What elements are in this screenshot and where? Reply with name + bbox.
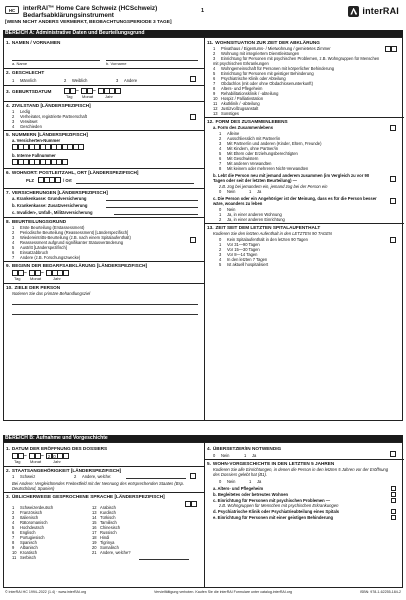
- b3-language-option-14[interactable]: 14 Türkisch: [92, 515, 116, 520]
- b3-language-option-21[interactable]: 21 Andere, welche?: [92, 550, 131, 555]
- a10-field-line-1[interactable]: [12, 304, 198, 305]
- a1-vorname-caption: b. Vorname: [106, 61, 127, 66]
- b5-c-code-box[interactable]: [391, 498, 396, 503]
- a13-option-1[interactable]: 1 Vor 31—90 Tagen: [219, 242, 260, 247]
- b3-language-option-12[interactable]: 12 Arabisch: [92, 505, 116, 510]
- a11-code-boxes[interactable]: [385, 46, 396, 52]
- b4-option-0[interactable]: 0 Nein: [213, 453, 230, 458]
- a4-code-box[interactable]: [190, 114, 196, 120]
- b3-language-option-6[interactable]: 6 Englisch: [12, 530, 36, 535]
- a12-b-label: b. Lebt die Person neu mit jemand anderem zusammen (im Vergleich zu vor 90 Tagen oder seit der letzten Beurteilung) —: [213, 173, 370, 184]
- a12-option-8[interactable]: 8 Mit keinem oder mehreren Nicht-Verwandten: [219, 166, 309, 171]
- a12-option-2[interactable]: 2 Ausschliesslich mit Partner/in: [219, 136, 281, 141]
- a8-option-6[interactable]: 6 Einsatzabbruch: [12, 250, 49, 255]
- a11-option-7[interactable]: 7 Obdachlos (mit oder ohne Obdachlosenunterkunft): [213, 81, 313, 86]
- a8-option-5[interactable]: 5 Austritt [Länderspezifisch]: [12, 245, 67, 250]
- a6-plz-label: PLZ: [26, 178, 34, 183]
- b3-code-boxes[interactable]: [185, 501, 196, 507]
- form-title: interRAI™ Home Care Schweiz (HCSchweiz): [23, 5, 158, 12]
- a3-jahr-caption: Jahr: [105, 94, 113, 99]
- b3-language-option-13[interactable]: 13 Kurdisch: [92, 510, 116, 515]
- a12-a-label: a. Form des Zusammenlebens: [213, 125, 274, 130]
- a3-monat-caption: Monat: [82, 94, 94, 99]
- b3-language-option-7[interactable]: 7 Portugiesisch: [12, 535, 45, 540]
- b5-a-code-box[interactable]: [391, 486, 396, 491]
- a11-option-9[interactable]: 9 Rehabilitationsklinik / -abteilung: [213, 91, 279, 96]
- section-b-title: BEREICH B: Aufnahme und Vorgeschichte: [3, 435, 403, 442]
- b3-language-option-2[interactable]: 2 Französisch: [12, 510, 43, 515]
- a12-c-code-box[interactable]: [390, 198, 396, 204]
- a11-option-13[interactable]: 13 Sonstiges: [213, 111, 239, 116]
- b2-note: Bei Andere: Vergleichtendes Freitextfeld mit der Nennung des entsprechenden Staates (Bsp. Deutschland, Spanien): [12, 481, 185, 492]
- a12-c-option-0[interactable]: 0 Nein: [219, 207, 236, 212]
- a12-option-6[interactable]: 6 Mit Geschwistern: [219, 156, 259, 161]
- column-divider: [204, 38, 205, 420]
- a2-option-1[interactable]: 1 Männlich: [12, 78, 37, 83]
- section-b-frame: 1. DATUM DER ERÖFFNUNG DES DOSSIERS – – 2 0 Tag Monat Jahr 2. STAATSANGEHÖRIGKEIT [LÄNDERSPEZIFISCH] 1 Schweiz 2 Andere, welche: Bei Andere: Vergleichtendes Freitextfeld mit der Nennung des entsprechenden Staates (Bsp. Deutschland, Spanien) 3. ÜBLICHERWEISE GESPROCHENE SPRACHE [LÄNDERSPEZIFISCH] 1 Schweizerdeutsch 2 Französisch 3 Italienisch 4 Rätoromanisch 5 Hochdeutsch 6 Englisch 7 Portugiesisch 8 Spanisch 9 Albanisch 10 Kroatisch 11 Serbisch 12 Arabisch 13 Kurdisch 14 Türkisch 15 Tamilisch 16 Chinesisch 17 Russisch 18 Hindi 19 Tigrinya 20 Somalisch 21 Andere, welche? 4. ÜBERSETZER/IN NOTWENDIG 0 Nein 1 Ja 5. WOHN-VORGESCHICHTE IN DEN LETZTEN 5 JAHREN Kodieren Sie alle Einrichtungen, in denen die Person in den letzten 5 Jahren vor der Eröffnung des Dossiers gelebt hat (B1). 0 Nein 1 Ja a. Alters- und Pflegeheim b. Begleitetes oder betreutes Wohnen c. Einrichtung für Personen mit psychischen Problemen — z.B. Wohngruppen für Menschen mit psychischen Erkrankungen d. Psychiatrische Klinik oder Psychiatrieabteilung eines Spitals e. Einrichtung für Personen mit einer geistigen Behinderung: [3, 442, 403, 588]
- a11-option-2[interactable]: 2 Wohnung mit integriertem Dienstleistungen: [213, 51, 300, 56]
- b3-language-option-11[interactable]: 11 Serbisch: [12, 555, 36, 560]
- a4-question: 4. ZIVILSTAND [LÄNDERSPEZIFISCH]: [6, 103, 91, 108]
- b4-option-1[interactable]: 1 Ja: [244, 453, 257, 458]
- a11-option-8[interactable]: 8 Alters- und Pflegeheim: [213, 86, 263, 91]
- hc-badge: HC: [5, 6, 19, 14]
- a8-option-7[interactable]: 7 Andere (z.B. Forschungszwecke): [12, 255, 81, 260]
- a12-option-4[interactable]: 4 Mit Kindern, ohne Partner/in: [219, 146, 278, 151]
- a13-option-5[interactable]: 5 Ist aktuell hospitalisiert: [219, 262, 269, 267]
- a10-question: 10. ZIELE DER PERSON: [6, 285, 61, 290]
- a11-option-10[interactable]: 10 Hospiz / Palliativstation: [213, 96, 264, 101]
- b5-d-code-box[interactable]: [391, 509, 396, 514]
- b5-question: 5. WOHN-VORGESCHICHTE IN DEN LETZTEN 5 JAHREN: [207, 461, 335, 466]
- a12-question: 12. FORM DES ZUSAMMENLEBENS: [207, 119, 288, 124]
- a13-code-box[interactable]: [390, 237, 396, 243]
- a7-a-field[interactable]: [106, 200, 198, 201]
- a12-c-label: c. Die Person oder ein Angehöriger ist der Meinung, dass es für die Person besser wäre, woanders zu leben: [213, 196, 377, 207]
- b5-b-label: b. Begleitetes oder betreutes Wohnen: [213, 492, 289, 497]
- a12-option-3[interactable]: 3 Mit Partner/in und anderen (Kinder, Eltern, Freunde): [219, 141, 322, 146]
- b1-year-boxes[interactable]: 2 0: [46, 453, 68, 459]
- a9-question: 9. BEGINN DER BEDARFSABKLÄRUNG [LÄNDERSPEZIFISCH]: [6, 263, 148, 268]
- a7-question: 7. VERSICHERUNGEN [LÄNDERSPEZIFISCH]: [6, 190, 108, 195]
- form-subtitle: Bedarfsabklärungsinstrument: [23, 12, 114, 19]
- a13-note: Kodieren Sie den letzten Aufenthalt in den LETZTEN 90 TAGEN: [213, 231, 332, 236]
- b5-d-label: d. Psychiatrische Klinik oder Psychiatrieabteilung eines Spitals: [213, 509, 340, 514]
- a13-option-3[interactable]: 3 Vor 8—14 Tagen: [219, 252, 258, 257]
- logo-text: interRAI: [362, 5, 399, 16]
- b2-other-field[interactable]: [126, 478, 186, 479]
- footer-copyright: © interRAI HC 1994–2022 (1.4) · www.interRAI.org: [5, 590, 87, 594]
- a4-option-4[interactable]: 4 Geschieden: [12, 124, 42, 129]
- interrai-logo-icon: [348, 6, 359, 17]
- a8-option-1[interactable]: 1 Erste Beurteilung (Erstassessment): [12, 225, 85, 230]
- a12-option-7[interactable]: 7 Mit anderen Verwandten: [219, 161, 272, 166]
- a13-question: 13. ZEIT SEIT DEM LETZTEN SPITALAUFENTHALT: [207, 225, 321, 230]
- b3-language-option-9[interactable]: 9 Albanisch: [12, 545, 38, 550]
- a11-option-5[interactable]: 5 Einrichtung für Personen mit geistiger Behinderung: [213, 71, 314, 76]
- a13-option-2[interactable]: 2 Vor 15—30 Tagen: [219, 247, 260, 252]
- b3-language-option-18[interactable]: 18 Hindi: [92, 535, 110, 540]
- b5-a-label: a. Alters- und Pflegeheim: [213, 486, 264, 491]
- footer-notice: Vervielfältigung verboten. Kaufen Sie die interRAI Formulare unter catalog.interRAI.org: [153, 590, 293, 594]
- b3-language-option-8[interactable]: 8 Spanisch: [12, 540, 37, 545]
- b4-code-box[interactable]: [390, 451, 396, 457]
- b3-language-option-5[interactable]: 5 Hochdeutsch: [12, 525, 44, 530]
- a4-option-2[interactable]: 2 Verheiratet, registrierte Partnerschaft: [12, 114, 87, 119]
- page-number: 1: [201, 8, 205, 14]
- a12-b-option-0[interactable]: 0 Nein: [219, 189, 236, 194]
- b1-jahr-caption: Jahr: [53, 459, 61, 464]
- a13-option-0[interactable]: 0 Kein Spitalaufenthalt in den letzten 90 Tagen: [219, 237, 308, 242]
- section-a-frame: 1. NAMEN / VORNAMEN a. Name b. Vorname 2. GESCHLECHT 1 Männlich 2 Weiblich 3 Andere 3. GEBURTSDATUM – – Tag Monat Jahr 4. ZIVILSTAND [LÄNDERSPEZIFISCH] 1 Ledig 2 Verheiratet, registrierte Partnerschaft 3 Verwitwet 4 Geschieden 5. NUMMERN [LÄNDERSPEZIFISCH] a. Versicherten-Nummer b. Interne Fallnummer 6. WOHNORT: POSTLEITZAHL, ORT [LÄNDERSPEZIFISCH] PLZ / Ort 7. VERSICHERUNGEN [LÄNDERSPEZIFISCH] a. Krankenkasse: Grundversicherung b. Krankenkasse: Zusatzversicherung c. Invaliden-, Unfall-, Militärversicherung 8. BEURTEILUNGSGRUND 1 Erste Beurteilung (Erstassessment) 2 Periodische Beurteilung (Reassessment) [Länderspezifisch] 3 Wiedereintritts-Beurteilung (z.B. nach einem Spitalaufenthalt) 4 Reassessment aufgrund signifikanter Statusveränderung 5 Austritt [Länderspezifisch] 6 Einsatzabbruch 7 Andere (z.B. Forschungszwecke) 9. BEGINN DER BEDARFSABKLÄRUNG [LÄNDERSPEZIFISCH] – – Tag Monat Jahr 10. ZIELE DER PERSON Notieren Sie das primäre Behandlungsziel 11. WOHNSITUATION ZUR ZEIT DER ABKLÄRUNG 1 Privathaus / Eigentums- / Mietwohnung / gemietetes Zimmer 2 Wohnung mit integriertem Dienstleistungen 3 Einrichtung für Personen mit psychischen Problemen, z.B. Wohngruppen für Menschen mit psychischen Erkrankungen 4 Wohngemeinschaft für Personen mit körperlicher Behinderung 5 Einrichtung für Personen mit geistiger Behinderung 6 Psychiatrische Klinik oder Abteilung 7 Obdachlos (mit oder ohne Obdachlosenunterkunft) 8 Alters- und Pflegeheim 9 Rehabilitationsklinik / -abteilung 10 Hospiz / Palliativstation 11 Akutklinik / -abteilung 12 Justizvollzugsanstalt 13 Sonstiges 12. FORM DES ZUSAMMENLEBENS a. Form des Zusammenlebens 1 Alleine 2 Ausschliesslich mit Partner/in 3 Mit Partner/in und anderen (Kinder, Eltern, Freunde) 4 Mit Kindern, ohne Partner/in 5 Mit Eltern oder Erziehungsberechtigten 6 Mit Geschwistern 7 Mit anderen Verwandten 8 Mit keinem oder mehreren Nicht-Verwandten b. Lebt die Person neu mit jemand anderem zusammen (im Vergleich zu vor 90 Tagen oder seit der letzten Beurteilung) — z.B. zog bei jemandem ein, jemand zog bei der Person ein 0 Nein 1 Ja c. Die Person oder ein Angehöriger ist der Meinung, dass es für die Person besser wäre, woanders zu leben 0 Nein 1 Ja, in einer anderen Wohnung 2 Ja, in einer anderen Einrichtung 13. ZEIT SEIT DEM LETZTEN SPITALAUFENTHALT Kodieren Sie den letzten Aufenthalt in den LETZTEN 90 TAGEN 0 Kein Spitalaufenthalt in den letzten 90 Tagen 1 Vor 31—90 Tagen 2 Vor 15—30 Tagen 3 Vor 8—14 Tagen 4 In den letzten 7 Tagen 5 Ist aktuell hospitalisiert: [3, 37, 403, 421]
- b5-c-label: c. Einrichtung für Personen mit psychischen Problemen —: [213, 498, 331, 503]
- a11-question: 11. WOHNSITUATION ZUR ZEIT DER ABKLÄRUNG: [207, 40, 320, 45]
- b3-language-option-17[interactable]: 17 Russisch: [92, 530, 117, 535]
- a6-ort-field[interactable]: [76, 183, 194, 184]
- a11-option-12[interactable]: 12 Justizvollzugsanstalt: [213, 106, 259, 111]
- b3-language-option-16[interactable]: 16 Chinesisch: [92, 525, 121, 530]
- b5-note: Kodieren Sie alle Einrichtungen, in denen die Person in den letzten 5 Jahren vor der Eröffnung des Dossiers gelebt hat (B1).: [213, 467, 389, 478]
- b5-scale-0: 0 Nein: [219, 479, 236, 484]
- a9-jahr-caption: Jahr: [53, 276, 61, 281]
- a1-name-caption: a. Name: [12, 61, 28, 66]
- a12-b-note: z.B. zog bei jemandem ein, jemand zog bei der Person ein: [219, 184, 328, 189]
- form-footer: [3, 590, 403, 597]
- a4-option-3[interactable]: 3 Verwitwet: [12, 119, 38, 124]
- b2-option-1[interactable]: 1 Schweiz: [12, 474, 36, 479]
- a8-option-3[interactable]: 3 Wiedereintritts-Beurteilung (z.B. nach einem Spitalaufenthalt): [12, 235, 131, 240]
- b1-tag-caption: Tag: [14, 459, 21, 464]
- a11-option-1[interactable]: 1 Privathaus / Eigentums- / Mietwohnung / gemietetes Zimmer: [213, 46, 331, 51]
- a5-question: 5. NUMMERN [LÄNDERSPEZIFISCH]: [6, 132, 88, 137]
- b1-question: 1. DATUM DER ERÖFFNUNG DES DOSSIERS: [6, 446, 108, 451]
- a5-b-label: b. Interne Fallnummer: [12, 153, 56, 158]
- a12-c-option-2[interactable]: 2 Ja, in einer anderen Einrichtung: [219, 217, 285, 222]
- a8-option-4[interactable]: 4 Reassessment aufgrund signifikanter Statusveränderung: [12, 240, 124, 245]
- section-a-title: BEREICH A: Administrative Daten und Beurteilungsgrund: [3, 30, 403, 37]
- a12-b-code-box[interactable]: [390, 176, 396, 182]
- b5-c-note: z.B. Wohngruppen für Menschen mit psychischen Erkrankungen: [219, 503, 339, 508]
- a11-option-3[interactable]: 3 Einrichtung für Personen mit psychischen Problemen, z.B. Wohngruppen für Menschen mit psychischen Erkrankungen: [213, 56, 380, 66]
- a2-option-3[interactable]: 3 Andere: [116, 78, 138, 83]
- b3-other-field[interactable]: [139, 559, 189, 560]
- form-header: [3, 3, 403, 29]
- a10-note: Notieren Sie das primäre Behandlungsziel: [12, 291, 91, 296]
- a12-option-1[interactable]: 1 Alleine: [219, 131, 240, 136]
- b3-language-option-10[interactable]: 10 Kroatisch: [12, 550, 38, 555]
- a2-option-2[interactable]: 2 Weiblich: [64, 78, 88, 83]
- b5-e-label: e. Einrichtung für Personen mit einer geistigen Behinderung: [213, 515, 334, 520]
- b2-code-box[interactable]: [190, 473, 196, 479]
- column-divider-b: [204, 443, 205, 587]
- a6-ort-label: / Ort: [63, 178, 72, 183]
- a7-a-label: a. Krankenkasse: Grundversicherung: [12, 196, 87, 201]
- a6-plz-boxes[interactable]: [38, 177, 60, 183]
- a11-option-6[interactable]: 6 Psychiatrische Klinik oder Abteilung: [213, 76, 286, 81]
- a8-question: 8. BEURTEILUNGSGRUND: [6, 219, 67, 224]
- b3-language-option-20[interactable]: 20 Somalisch: [92, 545, 119, 550]
- b5-b-code-box[interactable]: [391, 492, 396, 497]
- b3-language-option-3[interactable]: 3 Italienisch: [12, 515, 39, 520]
- a2-question: 2. GESCHLECHT: [6, 70, 45, 75]
- observation-note: [WENN NICHT ANDERS VERMERKT, BEOBACHTUNGSPERIODE 3 TAGE]: [5, 20, 172, 25]
- b3-language-option-19[interactable]: 19 Tigrinya: [92, 540, 115, 545]
- b1-monat-caption: Monat: [30, 459, 42, 464]
- a4-option-1[interactable]: 1 Ledig: [12, 109, 31, 114]
- b2-question: 2. STAATSANGEHÖRIGKEIT [LÄNDERSPEZIFISCH]: [6, 468, 122, 473]
- a7-c-field[interactable]: [114, 214, 198, 215]
- footer-isbn: ISBN: 978-1-62255-184-2: [359, 590, 401, 594]
- a9-tag-caption: Tag: [14, 276, 21, 281]
- a3-tag-caption: Tag: [66, 94, 73, 99]
- a13-option-4[interactable]: 4 In den letzten 7 Tagen: [219, 257, 268, 262]
- a5-case-number-boxes[interactable]: [12, 159, 67, 165]
- a5-a-label: a. Versicherten-Nummer: [12, 138, 61, 143]
- a12-a-code-box[interactable]: [390, 125, 396, 131]
- a1-question: 1. NAMEN / VORNAMEN: [6, 40, 61, 45]
- a3-question: 3. GEBURTSDATUM: [6, 89, 52, 94]
- a7-c-label: c. Invaliden-, Unfall-, Militärversicherung: [12, 210, 93, 215]
- b4-question: 4. ÜBERSETZER/IN NOTWENDIG: [207, 446, 282, 451]
- a6-question: 6. WOHNORT: POSTLEITZAHL, ORT [LÄNDERSPEZIFISCH]: [6, 170, 139, 175]
- form-page: [3, 3, 403, 597]
- a10-field-line-2[interactable]: [12, 314, 198, 315]
- a2-code-box[interactable]: [190, 76, 196, 82]
- a11-option-4[interactable]: 4 Wohngemeinschaft für Personen mit körperlicher Behinderung: [213, 66, 335, 71]
- a12-c-option-1[interactable]: 1 Ja, in einer anderen Wohnung: [219, 212, 282, 217]
- a8-code-box[interactable]: [190, 237, 196, 243]
- b3-language-option-4[interactable]: 4 Rätoromanisch: [12, 520, 48, 525]
- b5-e-code-box[interactable]: [391, 515, 396, 520]
- a7-b-field[interactable]: [106, 207, 198, 208]
- a7-b-label: b. Krankenkasse: Zusatzversicherung: [12, 203, 88, 208]
- interrai-logo: [348, 5, 399, 17]
- b2-option-2[interactable]: 2 Andere, welche:: [74, 474, 112, 479]
- a12-option-5[interactable]: 5 Mit Eltern oder Erziehungsberechtigten: [219, 151, 298, 156]
- a11-option-11[interactable]: 11 Akutklinik / -abteilung: [213, 101, 260, 106]
- a12-b-option-1[interactable]: 1 Ja: [249, 189, 262, 194]
- a5-insurance-number-boxes[interactable]: [12, 144, 84, 150]
- a8-option-2[interactable]: 2 Periodische Beurteilung (Reassessment) [Länderspezifisch]: [12, 230, 129, 235]
- a9-monat-caption: Monat: [30, 276, 42, 281]
- b5-scale-1: 1 Ja: [249, 479, 262, 484]
- b3-language-option-15[interactable]: 15 Tamilisch: [92, 520, 117, 525]
- b3-question: 3. ÜBLICHERWEISE GESPROCHENE SPRACHE [LÄNDERSPEZIFISCH]: [6, 494, 165, 499]
- b3-language-option-1[interactable]: 1 Schweizerdeutsch: [12, 505, 54, 510]
